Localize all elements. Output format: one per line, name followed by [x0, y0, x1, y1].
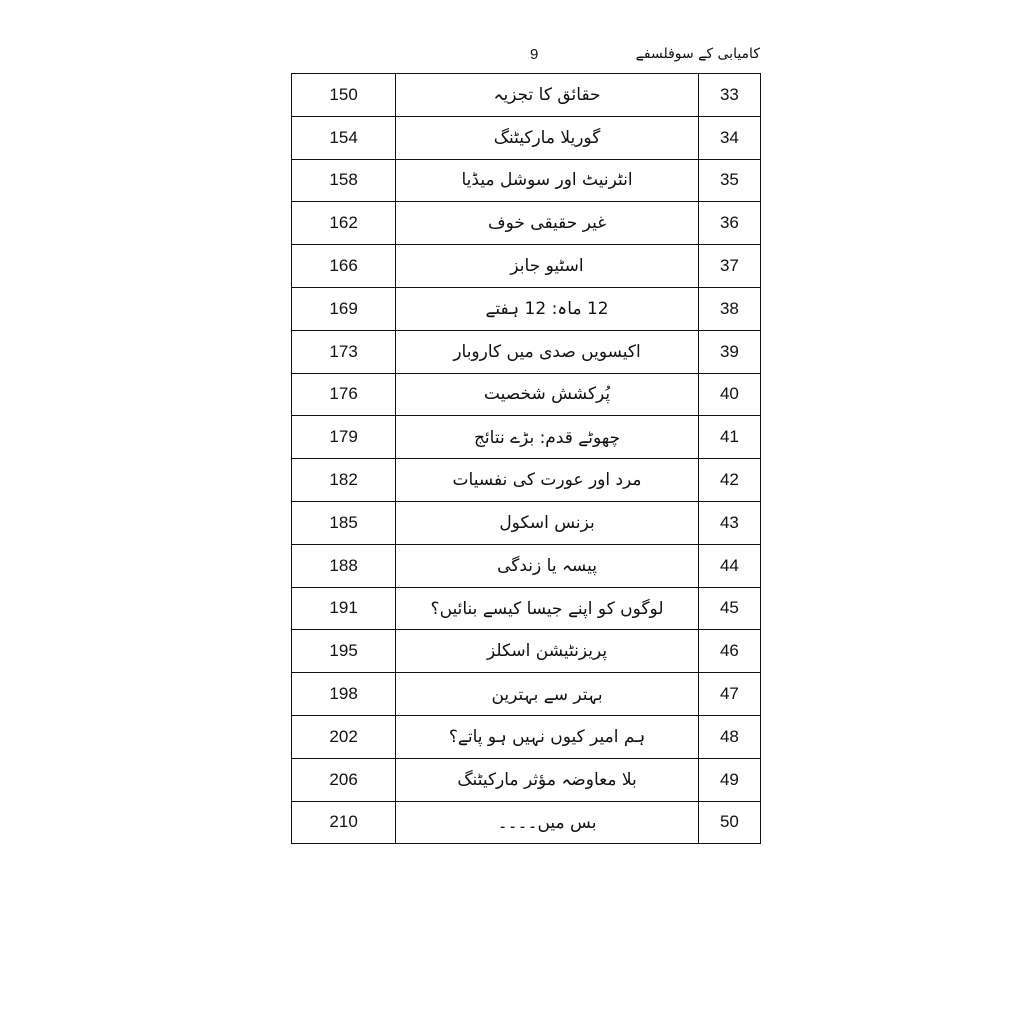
- table-row: [292, 74, 761, 117]
- toc-chapter-number: 35: [698, 159, 760, 202]
- toc-chapter-title: ہم امیر کیوں نہیں ہو پاتے؟: [396, 715, 699, 758]
- toc-page-number: 195: [292, 630, 396, 673]
- toc-chapter-title: 12 ماہ: 12 ہفتے: [396, 287, 699, 330]
- toc-chapter-title: بلا معاوضہ مؤثر مارکیٹنگ: [396, 758, 699, 801]
- toc-page-number: 154: [292, 116, 396, 159]
- table-row: [292, 544, 761, 587]
- table-row: [292, 159, 761, 202]
- table-row: [292, 673, 761, 716]
- toc-chapter-number: 45: [698, 587, 760, 630]
- table-row: [292, 116, 761, 159]
- toc-page-number: 162: [292, 202, 396, 245]
- toc-chapter-title: پریزنٹیشن اسکلز: [396, 630, 699, 673]
- toc-chapter-number: 50: [698, 801, 760, 844]
- toc-chapter-title: پُرکشش شخصیت: [396, 373, 699, 416]
- table-row: [292, 587, 761, 630]
- toc-page-number: 188: [292, 544, 396, 587]
- toc-page-number: 202: [292, 715, 396, 758]
- table-row: [292, 416, 761, 459]
- toc-page-number: 182: [292, 459, 396, 502]
- toc-chapter-title: اکیسویں صدی میں کاروبار: [396, 330, 699, 373]
- toc-chapter-number: 49: [698, 758, 760, 801]
- table-row: [292, 758, 761, 801]
- toc-chapter-title: انٹرنیٹ اور سوشل میڈیا: [396, 159, 699, 202]
- toc-chapter-number: 36: [698, 202, 760, 245]
- page-number: 9: [530, 46, 539, 63]
- table-row: [292, 630, 761, 673]
- toc-chapter-title: پیسہ یا زندگی: [396, 544, 699, 587]
- toc-page-number: 198: [292, 673, 396, 716]
- toc-chapter-number: 46: [698, 630, 760, 673]
- toc-chapter-number: 42: [698, 459, 760, 502]
- table-row: [292, 501, 761, 544]
- toc-chapter-title: بہتر سے بہترین: [396, 673, 699, 716]
- toc-chapter-title: بزنس اسکول: [396, 501, 699, 544]
- toc-chapter-title: مرد اور عورت کی نفسیات: [396, 459, 699, 502]
- toc-chapter-title: حقائق کا تجزیہ: [396, 74, 699, 117]
- toc-chapter-title: غیر حقیقی خوف: [396, 202, 699, 245]
- toc-chapter-number: 43: [698, 501, 760, 544]
- toc-page-number: 166: [292, 245, 396, 288]
- toc-page-number: 191: [292, 587, 396, 630]
- table-row: [292, 373, 761, 416]
- table-row: [292, 715, 761, 758]
- toc-chapter-number: 38: [698, 287, 760, 330]
- toc-chapter-title: گوریلا مارکیٹنگ: [396, 116, 699, 159]
- toc-chapter-number: 37: [698, 245, 760, 288]
- toc-chapter-number: 44: [698, 544, 760, 587]
- table-row: [292, 287, 761, 330]
- table-row: [292, 459, 761, 502]
- toc-page-number: 210: [292, 801, 396, 844]
- table-row: [292, 330, 761, 373]
- book-title: کامیابی کے سوفلسفے: [635, 46, 760, 62]
- toc-chapter-title: چھوٹے قدم: بڑے نتائج: [396, 416, 699, 459]
- toc-chapter-number: 41: [698, 416, 760, 459]
- toc-chapter-number: 34: [698, 116, 760, 159]
- toc-chapter-title: اسٹیو جابز: [396, 245, 699, 288]
- table-row: [292, 245, 761, 288]
- toc-chapter-number: 48: [698, 715, 760, 758]
- toc-chapter-title: لوگوں کو اپنے جیسا کیسے بنائیں؟: [396, 587, 699, 630]
- toc-chapter-number: 40: [698, 373, 760, 416]
- toc-page-number: 158: [292, 159, 396, 202]
- toc-chapter-number: 39: [698, 330, 760, 373]
- table-row: [292, 801, 761, 844]
- toc-chapter-title: بس میں۔۔۔۔: [396, 801, 699, 844]
- table-row: [292, 202, 761, 245]
- toc-page-number: 176: [292, 373, 396, 416]
- toc-page-number: 150: [292, 74, 396, 117]
- toc-page-number: 169: [292, 287, 396, 330]
- toc-page-number: 206: [292, 758, 396, 801]
- table-of-contents: [291, 73, 761, 844]
- toc-page-number: 173: [292, 330, 396, 373]
- toc-page-number: 185: [292, 501, 396, 544]
- toc-body: [292, 74, 761, 844]
- toc-chapter-number: 47: [698, 673, 760, 716]
- toc-chapter-number: 33: [698, 74, 760, 117]
- toc-page-number: 179: [292, 416, 396, 459]
